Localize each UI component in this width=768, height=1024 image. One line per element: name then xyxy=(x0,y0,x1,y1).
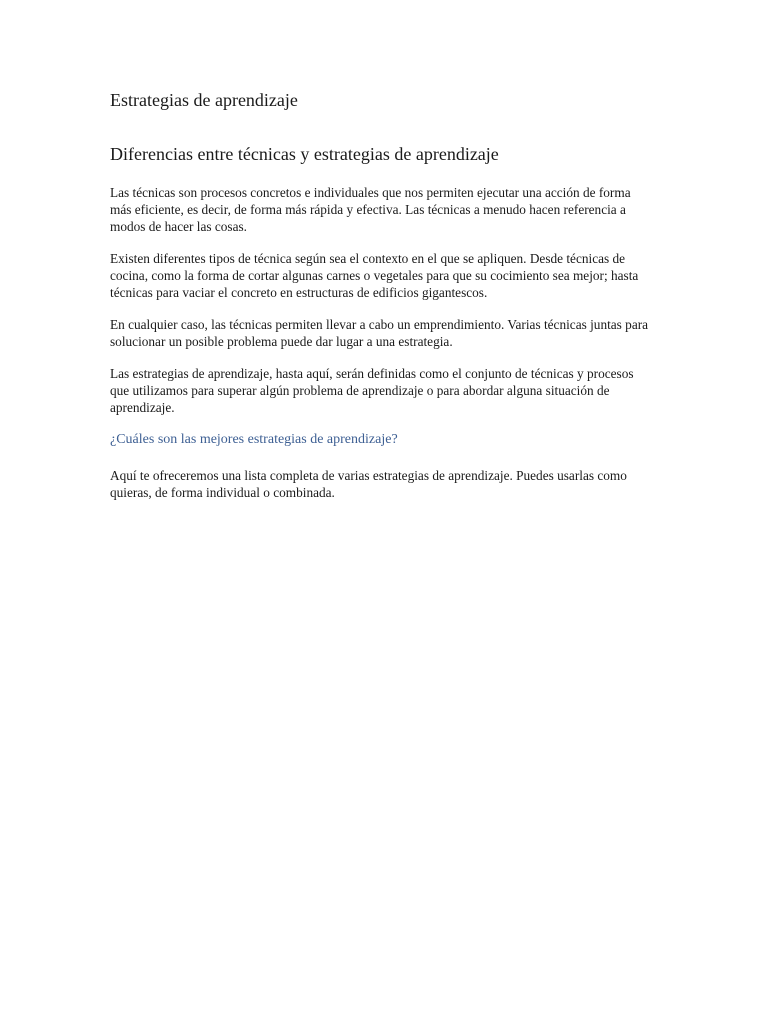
paragraph: Existen diferentes tipos de técnica según sea el contexto en el que se apliquen. Desde técnicas de cocina, como la forma de cortar algunas carnes o vegetales para que su cocimiento sea mejor; hasta técnicas para vaciar el concreto en estructuras de edificios gigantescos. xyxy=(110,251,639,300)
paragraph: Aquí te ofreceremos una lista completa de varias estrategias de aprendizaje. Puedes usarlas como quieras, de forma individual o combinada. xyxy=(110,468,627,500)
paragraph: En cualquier caso, las técnicas permiten llevar a cabo un emprendimiento. Varias técnicas juntas para solucionar un posible problema puede dar lugar a una estrategia. xyxy=(110,317,649,349)
document-body xyxy=(110,88,650,516)
section-heading: Diferencias entre técnicas y estrategias de aprendizaje xyxy=(110,144,499,164)
paragraph: Las técnicas son procesos concretos e individuales que nos permiten ejecutar una acción de forma más eficiente, es decir, de forma más rápida y efectiva. Las técnicas a menudo hacen referencia a modos de hacer las cosas. xyxy=(110,185,631,234)
paragraph: Las estrategias de aprendizaje, hasta aquí, serán definidas como el conjunto de técnicas y procesos que utilizamos para superar algún problema de aprendizaje o para abordar alguna situación de aprendizaje. xyxy=(110,366,634,415)
subheading: ¿Cuáles son las mejores estrategias de aprendizaje? xyxy=(110,432,398,447)
document-title: Estrategias de aprendizaje xyxy=(110,90,298,110)
